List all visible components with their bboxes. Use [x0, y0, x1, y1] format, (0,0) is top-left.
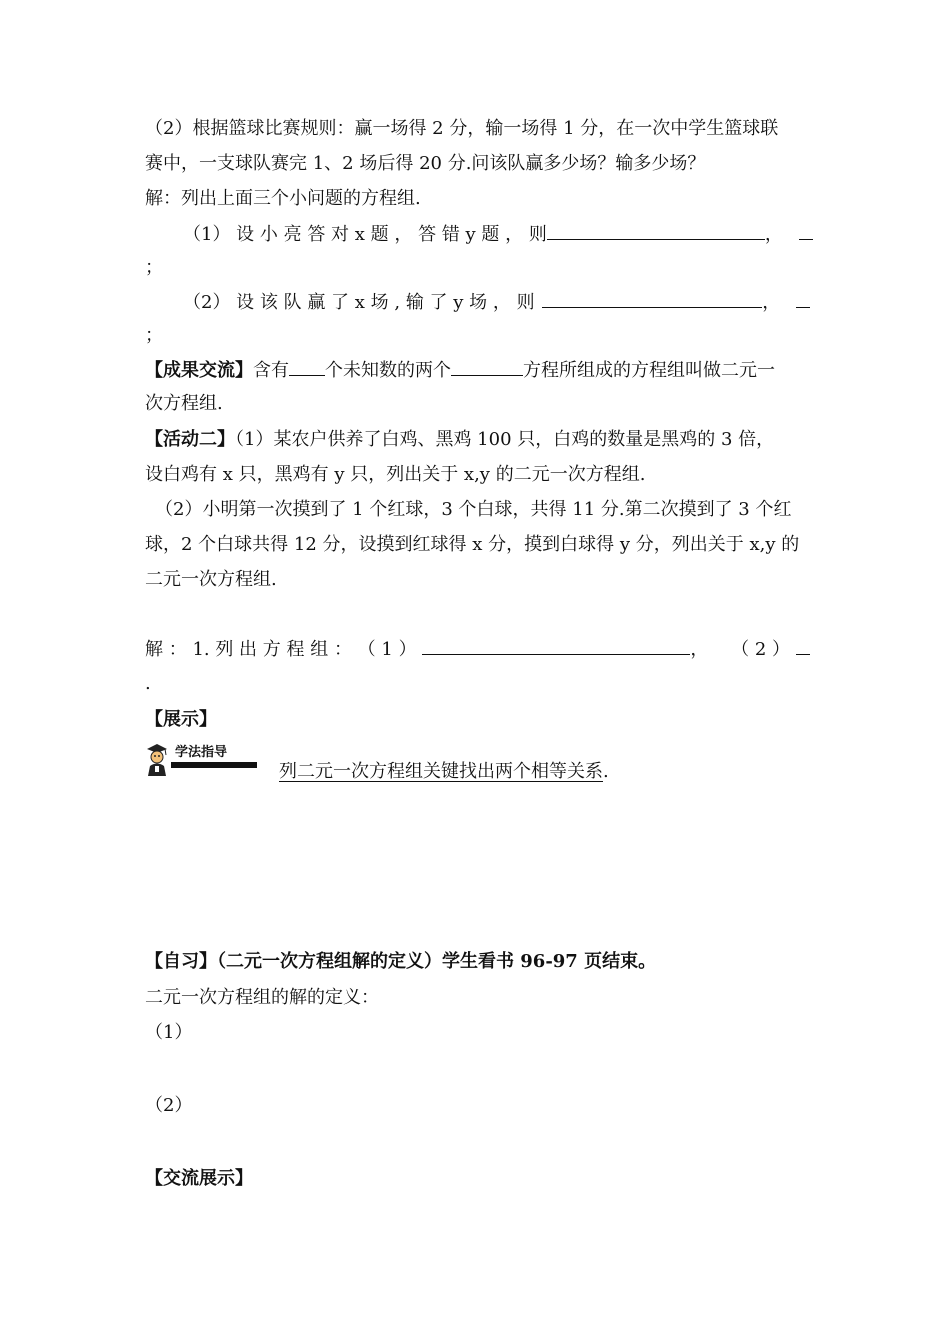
answer-blank-row: [542, 289, 810, 315]
semicolon: ；: [145, 325, 163, 346]
solution1-sub2: （2） 设 该 队 赢 了 x 场 , 输 了 y 场 ， 则: [183, 292, 535, 313]
achievement-label: 【成果交流】: [145, 360, 253, 381]
fill-blank: [289, 357, 325, 376]
answer-blank: [799, 221, 813, 240]
comma: ，: [764, 224, 783, 245]
achievement-line2: 次方程组.: [145, 393, 223, 414]
answer-blank: [796, 289, 810, 308]
comma: ，: [690, 639, 709, 660]
solution2-text: 解 ： 1. 列 出 方 程 组 ： （ 1 ）: [145, 639, 417, 660]
answer-blank: [542, 289, 762, 308]
definition-item-2: （2）: [145, 1095, 193, 1116]
self-study-heading: 【自习】（二元一次方程组解的定义）学生看书 96-97 页结束。: [145, 951, 657, 972]
exchange-heading: 【交流展示】: [145, 1168, 253, 1189]
solution2-row: [145, 636, 810, 662]
achievement-text: 方程所组成的方程组叫做二元一: [523, 360, 775, 381]
answer-blank-row: [547, 221, 813, 247]
activity2-line3: （2）小明第一次摸到了 1 个红球，3 个白球，共得 11 分.第二次摸到了 3 个红: [155, 499, 792, 520]
period: .: [145, 673, 151, 694]
activity2-line2: 设白鸡有 x 只，黑鸡有 y 只，列出关于 x,y 的二元一次方程组.: [145, 464, 646, 485]
comma: ，: [762, 292, 781, 313]
banner-bar: [171, 762, 257, 768]
display-heading: 【展示】: [145, 709, 217, 730]
method-guide-badge-text: 学法指导: [175, 745, 228, 760]
achievement-text: 个未知数的两个: [325, 360, 451, 381]
problem2-line1: （2）根据篮球比赛规则：赢一场得 2 分，输一场得 1 分，在一次中学生篮球联: [145, 118, 779, 139]
activity2-text: （1）某农户供养了白鸡、黑鸡 100 只，白鸡的数量是黑鸡的 3 倍，: [235, 429, 775, 450]
solution2-part2: [731, 636, 810, 662]
achievement-line1: [145, 357, 775, 383]
method-guide-tip-text: 列二元一次方程组关键找出两个相等关系: [279, 761, 603, 782]
solution2-part2-label: （ 2 ）: [731, 639, 790, 660]
solution1-sub1: （1） 设 小 亮 答 对 x 题 ， 答 错 y 题 ， 则: [183, 224, 547, 245]
problem2-line2: 赛中，一支球队赛完 1、2 场后得 20 分.问该队赢多少场？输多少场？: [145, 153, 706, 174]
method-guide-tip: [279, 760, 609, 784]
definition-item-1: （1）: [145, 1022, 193, 1043]
answer-blank: [422, 636, 690, 655]
method-guide-badge: [145, 740, 257, 778]
definition-label: 二元一次方程组的解的定义：: [145, 987, 379, 1008]
achievement-text: 含有: [253, 360, 289, 381]
activity2-line1: [145, 428, 774, 452]
solution1-sub2-row: [145, 289, 810, 315]
answer-blank: [796, 636, 810, 655]
period: .: [603, 761, 609, 782]
answer-blank: [547, 221, 765, 240]
semicolon: ；: [145, 257, 163, 278]
activity2-line4: 球，2 个白球共得 12 分，设摸到红球得 x 分，摸到白球得 y 分，列出关于 x,y 的: [145, 534, 800, 555]
solution2-label: [145, 636, 708, 662]
solution1-sub1-row: [145, 221, 810, 247]
activity2-line5: 二元一次方程组.: [145, 569, 277, 590]
fill-blank: [451, 357, 523, 376]
solution1-intro: 解：列出上面三个小问题的方程组.: [145, 188, 421, 209]
activity2-label: 【活动二】: [145, 429, 235, 450]
student-cap-icon: [147, 744, 167, 776]
